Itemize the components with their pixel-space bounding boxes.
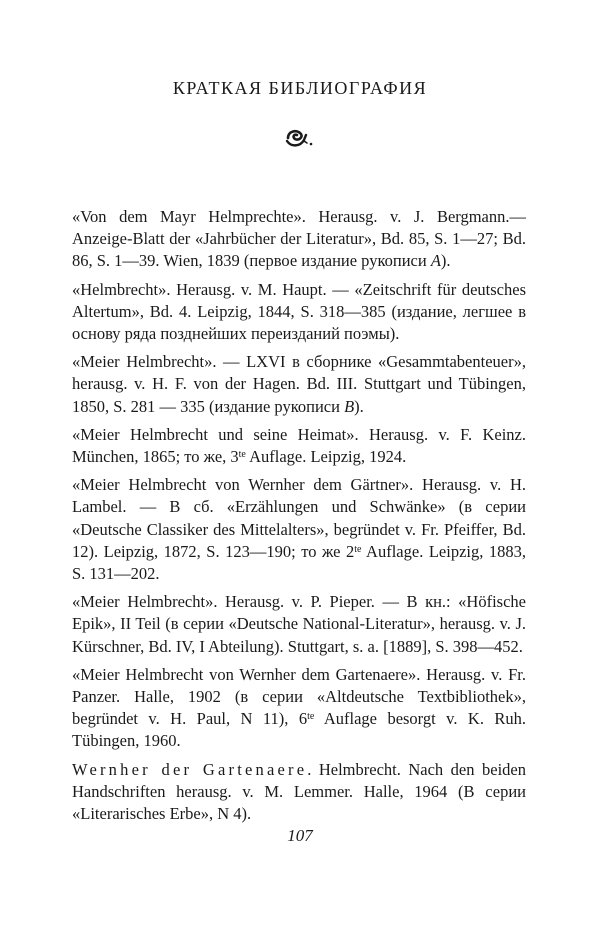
bibliography-entry: «Von dem Mayr Helmprechte». Herausg. v. J. Bergmann.— Anzeige-Blatt der «Jahrbücher der Literatur», Bd. 85, S. 1—27; Bd. 86, S. 1—39. Wien, 1839 (первое издание рукописи A). <box>72 207 526 271</box>
bibliography-entry: «Meier Helmbrecht». — LXVI в сборнике «Gesammtabenteuer», herausg. v. H. F. von der Hagen. Bd. III. Stuttgart und Tübingen, 1850, S. 281 — 335 (издание рукописи B). <box>72 352 526 416</box>
bibliography-entry: Wernher der Gartenaere. Helmbrecht. Nach den beiden Handschriften herausg. v. M. Lemmer. Halle, 1964 (В серии «Literarisches Erbe», N 4). <box>72 759 526 824</box>
bibliography-entry: «Meier Helmbrecht und seine Heimat». Herausg. v. F. Keinz. München, 1865; то же, $3^{te}$ Auflage. Leipzig, 1924. <box>72 424 526 467</box>
bibliography-entry: «Meier Helmbrecht». Herausg. v. P. Pieper. — В кн.: «Höfische Epik», II Teil (в серии «Deutsche National-Literatur», herausg. v. J. Kürschner, Bd. IV, I Abteilung). Stuttgart, s. a. [1889], S. 398—452. <box>72 592 526 656</box>
page-number: 107 <box>287 826 313 845</box>
author-name: Wernher der Gartenaere <box>72 759 308 779</box>
fleuron-ornament-icon <box>284 126 318 150</box>
bibliography-entry: «Helmbrecht». Herausg. v. M. Haupt. — «Zeitschrift für deutsches Altertum», Bd. 4. Leipzig, 1844, S. 318—385 (издание, легшее в основу ряда позднейших переизданий поэмы). <box>72 279 526 344</box>
bibliography-entry: «Meier Helmbrecht von Wernher dem Gärtner». Herausg. v. H. Lambel. — В сб. «Erzählungen und Schwänke» (в серии «Deutsche Classiker des Mittelalters», begründet v. Fr. Pfeiffer, Bd. 12). Leipzig, 1872, S. 123—190; то же $2^{te}$ Auflage. Leipzig, 1883, S. 131—202. <box>72 475 526 584</box>
page-title: КРАТКАЯ БИБЛИОГРАФИЯ <box>172 78 428 98</box>
bibliography-entry: «Meier Helmbrecht von Wernher dem Gartenaere». Herausg. v. Fr. Panzer. Halle, 1902 (в серии «Altdeutsche Textbibliothek», begründet v. H. Paul, N 11), $6^{te}$ Auflage besorgt v. K. Ruh. Tübingen, 1960. <box>72 664 527 751</box>
bibliography-list <box>72 206 526 831</box>
